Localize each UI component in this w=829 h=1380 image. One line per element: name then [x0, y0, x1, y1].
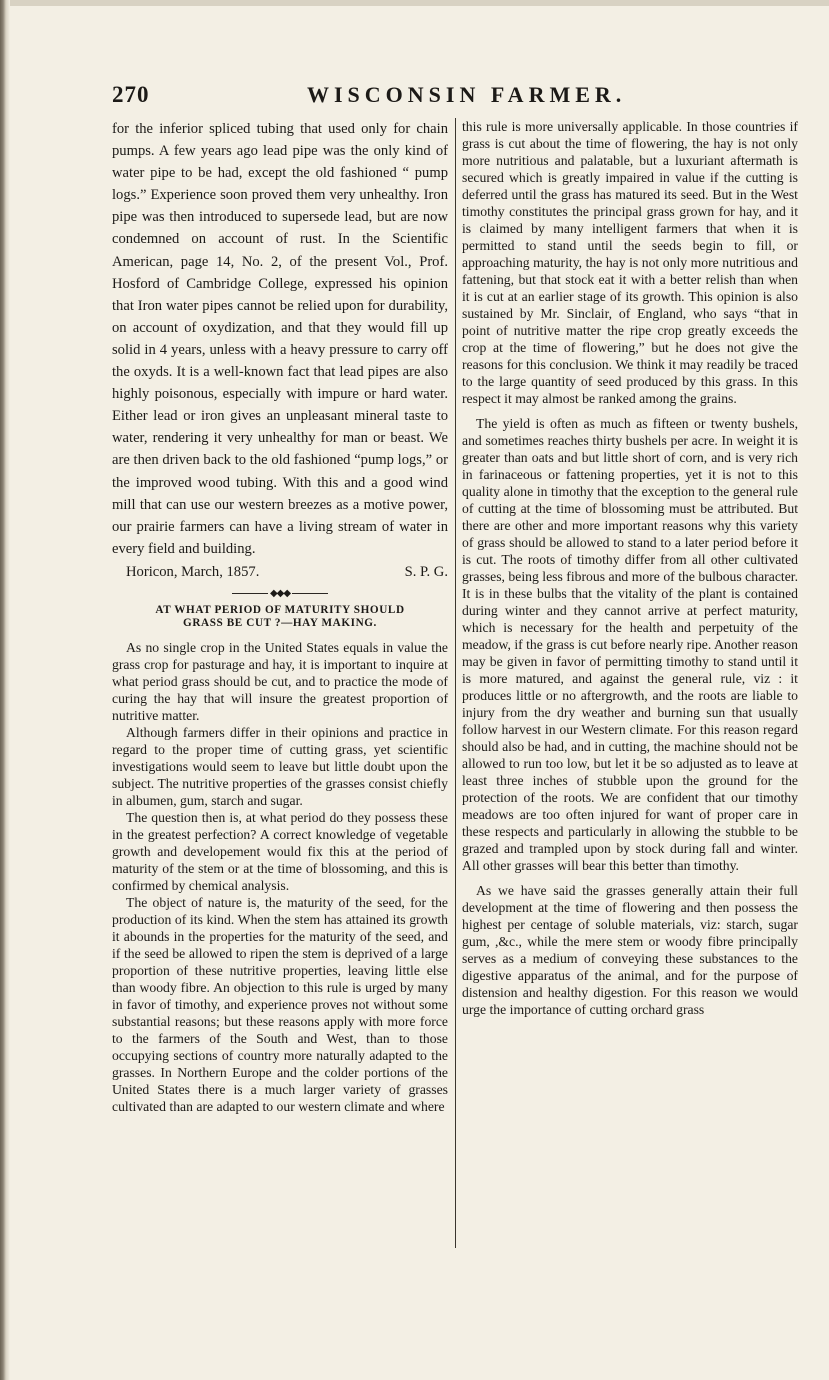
article-paragraph-2: Although farmers differ in their opinions and practice in regard to the proper time of cutting grass, yet scientific investigations would seem to leave but little doubt upon the subject. The nutritive properties of the grasses consist chiefly in albumen, gum, starch and sugar. [112, 724, 448, 808]
left-column [112, 118, 448, 1115]
page-binding-edge [0, 0, 10, 1380]
continued-article-text: for the inferior spliced tubing that used only for chain pumps. A few years ago lead pipe was the only kind of water pipe to be had, except the old fashioned “ pump logs.” Experience soon proved them very unhealthy. Iron pipe was then introduced to supersede lead, but are now condemned on account of rust. In the Scientific American, page 14, No. 2, of the present Vol., Prof. Hosford of Cambridge College, expressed his opinion that Iron water pipes cannot be relied upon for durability, on account of oxydization, and that they would fill up solid in 4 years, unless with a heavy pressure to carry off the oxyds. It is a well-known fact that lead pipes are also highly poisonous, especially with impure or hard water. Either lead or iron gives an unpleasant mineral taste to water, rendering it very unhealthy for man or beast. We are then driven back to the old fashioned “pump logs,” or the improved wood tubing. With this and a good wind mill that can use our western breezes as a motive power, our prairie farmers can have a living stream of water in every field and building. [112, 121, 448, 557]
section-ornament [112, 587, 448, 601]
article-paragraph-1: As no single crop in the United States equals in value the grass crop for pasturage and hay, it is important to inquire at what period grass should be cut, and to practice the mode of curing the hay that will insure the greatest proportion of nutritive matter. [112, 639, 448, 723]
column-divider [455, 118, 456, 1248]
ornament-diamonds: ◆◆◆ [269, 587, 291, 599]
article-heading-line-2: GRASS BE CUT ?—HAY MAKING. [183, 616, 377, 629]
page-top-shadow [0, 0, 829, 6]
signature-place-date: Horicon, March, 1857. [126, 563, 260, 580]
article-paragraph-5: this rule is more universally applicable. In those countries if grass is cut about the time of flowering, the hay is not only more nutritious and palatable, but a luxuriant aftermath is secured which is greatly impaired in value if the cutting is deferred until the grass has matured its seed. But in the West timothy constitutes the principal grass grown for hay, and it is claimed by many intelligent farmers that when it is permitted to stand until the seeds begin to fill, or approaching maturity, the hay is not only more nutritious and fattening, but that stock eat it with a better relish than when it is cut at an earlier stage of its growth. This opinion is also sustained by Mr. Sinclair, of England, who says “that in point of nutritive matter the ripe crop greatly exceeds the crop at the time of flowering,” but he does not give the reasons for this conclusion. We think it may readily be traced to the large quantity of seed produced by this grass. In this respect it may almost be ranked among the grains. [462, 119, 798, 406]
signature-initials: S. P. G. [404, 563, 448, 580]
article-paragraph-3: The question then is, at what period do they possess these in the greatest perfection? A correct knowledge of vegetable growth and developement would fix this at the period of maturity of the stem or at the time of blossoming, and this is confirmed by chemical analysis. [112, 809, 448, 893]
paragraph-gap [462, 407, 798, 415]
paragraph-gap [462, 874, 798, 882]
article-heading-line-1: AT WHAT PERIOD OF MATURITY SHOULD [155, 603, 405, 616]
ornament-rule-left [232, 593, 268, 594]
publication-title: WISCONSIN FARMER. [307, 82, 627, 107]
article-paragraph-6: The yield is often as much as fifteen or twenty bushels, and sometimes reaches thirty bushels per acre. In weight it is greater than oats and but little short of corn, and is very rich in farinaceous or fattening properties, yet it is not to this quality alone in timothy that the exception to the general rule of cutting at the time of blossoming must be attributed. But there are other and more important reasons why this variety of grass should be allowed to stand to a later period before it is cut. The roots of timothy differ from all other cultivated grasses, being less fibrous and more of the bulbous character. It is in these bulbs that the vitality of the plant is contained during winter and they cannot arrive at perfect maturity, which is necessary for the health and perpetuity of the meadow, if the grass is cut before nearly ripe. Another reason may be given in favor of permitting timothy to stand until it is more matured, and against the general rule, viz : it produces little or no aftergrowth, and the roots are liable to injury from the dry weather and burning sun that usually follow harvest in our Western climate. For this reason regard should also be had, and in cutting, the machine should not be allowed to run too low, but let it be so adjusted as to leave at least three inches of stubble upon the ground for the protection of the roots. We are confident that our timothy meadows are too often injured for want of proper care in these respects and particularly in allowing the stubble to be grazed and trampled upon by stock during fall and winter. All other grasses will bear this better than timothy. [462, 416, 798, 873]
article-signature [112, 561, 448, 583]
article-paragraph-7: As we have said the grasses generally attain their full development at the time of flowering and then possess the highest per centage of soluble materials, viz: starch, sugar gum, ,&c., while the mere stem or woody fibre principally serves as a medium of conveying these substances to the digestive apparatus of the animal, and for the purpose of distension and healthy digestion. For this reason we would urge the importance of cutting orchard grass [462, 883, 798, 1017]
article-heading [112, 604, 448, 630]
page-header [112, 80, 812, 114]
right-column [462, 118, 798, 1018]
article-paragraph-4: The object of nature is, the maturity of the seed, for the production of its kind. When the stem has attained its growth it abounds in the properties for the maturity of the seed, and if the seed be allowed to ripen the stem is deprived of a large proportion of these nutritive properties, leaving little else than woody fibre. An objection to this rule is urged by many in favor of timothy, and experience proves not without some substantial reasons; but these reasons apply with more force to the farmers of the South and West, than to those occupying sections of country more naturally adapted to the grasses. In Northern Europe and the colder portions of the United States there is a much larger variety of grasses cultivated than are adapted to our western climate and where [112, 894, 448, 1114]
ornament-rule-right [292, 593, 328, 594]
page-number: 270 [112, 82, 150, 107]
